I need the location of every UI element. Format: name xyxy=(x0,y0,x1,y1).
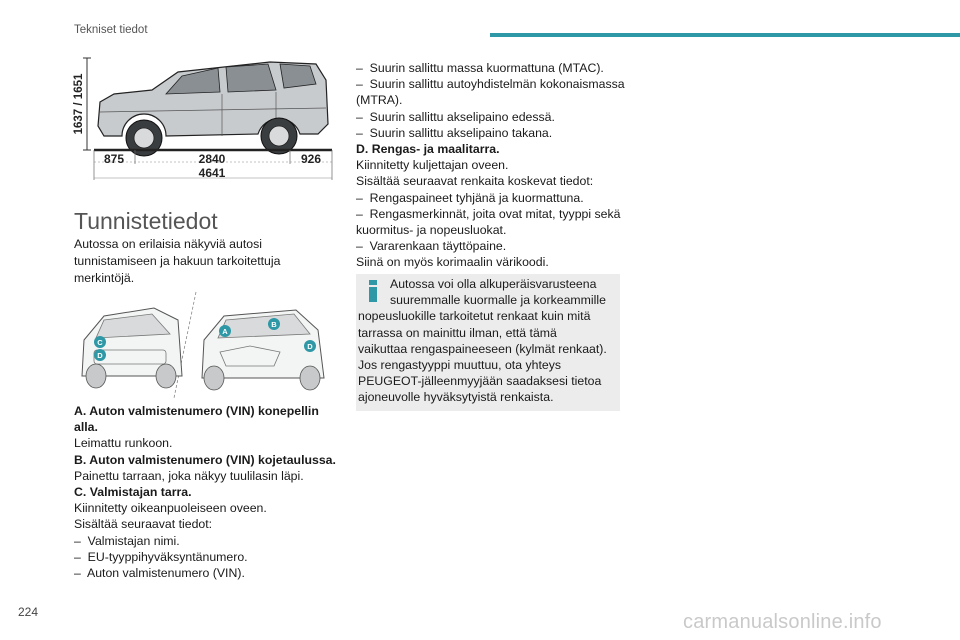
info-line: Autossa voi olla alkuperäisvarusteena xyxy=(390,277,597,291)
wheelbase-label: 2840 xyxy=(198,152,226,166)
text-line: A. Auton valmistenumero (VIN) konepellin xyxy=(74,404,319,418)
identification-locations-figure xyxy=(74,290,330,400)
vehicle-dimensions-figure xyxy=(70,54,340,184)
text-line: – EU-tyyppihyväksyntänumero. xyxy=(74,549,248,564)
intro-line: Autossa on erilaisia näkyviä autosi xyxy=(74,237,262,251)
marker-d-front: D xyxy=(307,342,313,351)
text-line: C. Valmistajan tarra. xyxy=(74,485,192,500)
info-line: nopeusluokille tarkoitetut renkaat kuin mitä xyxy=(358,309,591,324)
info-line: Jos rengastyyppi muuttuu, ota yhteys xyxy=(358,358,562,373)
info-line: tarrassa on mainittu ilman, että tämä xyxy=(358,325,557,340)
text-line: B. Auton valmistenumero (VIN) kojetaulussa. xyxy=(74,452,336,467)
intro-line: merkintöjä. xyxy=(74,271,135,285)
section-intro xyxy=(74,236,326,287)
length-label: 4641 xyxy=(198,166,226,180)
text-line: – Suurin sallittu autoyhdistelmän kokonaismassa xyxy=(356,77,625,92)
text-line: Sisältää seuraavat renkaita koskevat tiedot: xyxy=(356,174,594,189)
info-line: PEUGEOT-jälleenmyyjään saadaksesi tietoa xyxy=(358,374,602,389)
info-line: suuremmalle kuormalle ja korkeammille xyxy=(390,293,606,308)
info-note-box xyxy=(356,274,620,411)
text-line: – Suurin sallittu massa kuormattuna (MTAC). xyxy=(356,61,604,75)
rear-overhang-label: 926 xyxy=(300,152,322,166)
front-overhang-label: 875 xyxy=(103,152,125,166)
intro-line: tunnistamiseen ja hakuun tarkoitettuja xyxy=(74,254,281,268)
text-line: Kiinnitetty oikeanpuoleiseen oveen. xyxy=(74,501,267,516)
text-line: alla. xyxy=(74,420,98,435)
marker-b: B xyxy=(271,320,277,329)
info-line: ajoneuvolle hyväksytyistä renkaista. xyxy=(358,390,554,405)
left-column-text xyxy=(74,403,336,581)
section-title: Tunnistetiedot xyxy=(74,208,218,234)
text-line: Sisältää seuraavat tiedot: xyxy=(74,517,213,532)
running-header-title: Tekniset tiedot xyxy=(74,24,148,36)
rear-car-drawing xyxy=(82,308,182,388)
text-line: Painettu tarraan, joka näkyy tuulilasin läpi. xyxy=(74,468,304,483)
suv-side-view-drawing xyxy=(98,62,328,156)
text-line: – Vararenkaan täyttöpaine. xyxy=(356,239,507,254)
text-line: (MTRA). xyxy=(356,93,403,108)
info-note-text xyxy=(356,276,620,406)
text-line: Kiinnitetty kuljettajan oveen. xyxy=(356,158,509,173)
page-number: 224 xyxy=(18,605,39,619)
text-line: – Valmistajan nimi. xyxy=(74,533,180,548)
text-line: – Rengasmerkinnät, joita ovat mitat, tyyppi sekä xyxy=(356,206,621,221)
text-line: Siinä on myös korimaalin värikoodi. xyxy=(356,255,549,270)
info-line: vaikuttaa rengaspaineeseen (kylmät renkaat). xyxy=(358,341,607,356)
height-dimension-label: 1637 / 1651 xyxy=(73,73,85,135)
right-column-text xyxy=(356,60,624,271)
text-line: – Rengaspaineet tyhjänä ja kuormattuna. xyxy=(356,190,584,205)
marker-c: C xyxy=(97,338,103,347)
text-line: kuormitus- ja nopeusluokat. xyxy=(356,223,507,238)
header-accent-bar xyxy=(490,33,960,37)
marker-a: A xyxy=(222,327,228,336)
text-line: – Suurin sallittu akselipaino edessä. xyxy=(356,109,555,124)
text-line: Leimattu runkoon. xyxy=(74,436,173,451)
text-line: – Auton valmistenumero (VIN). xyxy=(74,566,245,581)
marker-d-rear: D xyxy=(97,351,103,360)
text-line: D. Rengas- ja maalitarra. xyxy=(356,142,500,157)
watermark: carmanualsonline.info xyxy=(683,611,882,633)
text-line: – Suurin sallittu akselipaino takana. xyxy=(356,125,553,140)
